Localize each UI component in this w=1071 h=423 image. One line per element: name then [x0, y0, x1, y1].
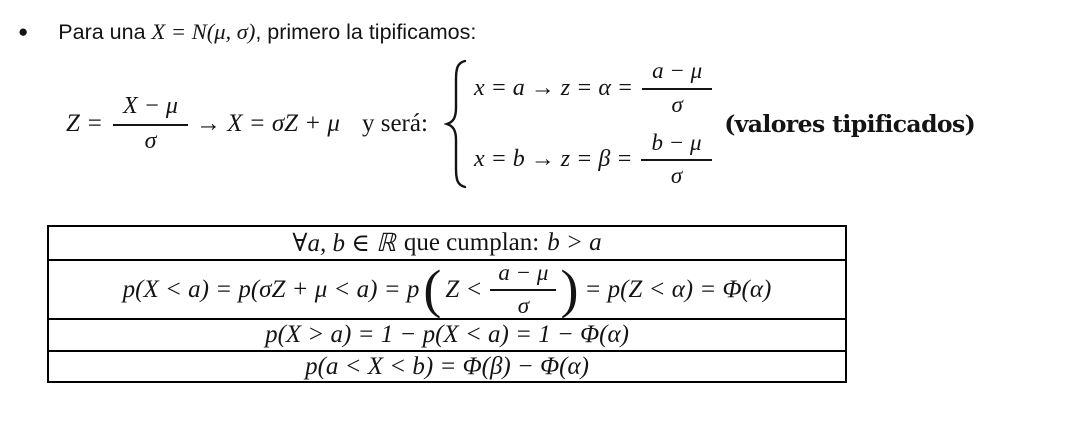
table-row-prob-between: [49, 350, 845, 381]
prob-less-segment-3: = p(Z < α) = Φ(α): [584, 275, 772, 303]
arrow-expression: → X = σZ + μ: [195, 110, 340, 137]
cases-group: [474, 58, 712, 190]
table-row-prob-less: [49, 259, 845, 318]
intro-line: [18, 17, 476, 47]
case-a-expression: x = a → z = α =: [473, 74, 634, 101]
case-b-denominator: σ: [670, 163, 683, 189]
bullet-marker: ●: [18, 22, 29, 41]
tipified-values-note: (valores tipificados): [724, 110, 976, 138]
case-b-fraction: [641, 130, 711, 190]
prob-greater-formula: p(X > a) = 1 − p(X < a) = 1 − Φ(α): [265, 321, 629, 348]
case-row-b: [474, 130, 712, 190]
case-a-denominator: σ: [671, 91, 683, 117]
condition-math-right: b > a: [547, 229, 602, 256]
case-a-numerator: a − μ: [642, 58, 712, 89]
big-right-paren: ): [560, 258, 579, 319]
condition-text: que cumplan:: [403, 229, 540, 256]
case-b-expression: x = b → z = β =: [473, 146, 633, 173]
table-row-condition: [49, 227, 845, 259]
main-fraction-numerator: X − μ: [113, 93, 188, 126]
prob-less-numerator: a − μ: [490, 260, 556, 290]
condition-math-left: ∀a, b ∈ ℝ: [292, 230, 396, 257]
main-fraction: [113, 93, 188, 155]
intro-pre: Para una: [58, 20, 152, 44]
case-b-numerator: b − μ: [641, 130, 711, 161]
probability-formula-table: [47, 225, 847, 383]
standardization-formula: [66, 56, 975, 192]
z-definition-lhs: Z =: [66, 110, 104, 137]
intro-text: [58, 17, 476, 47]
connector-text: y será:: [361, 110, 428, 137]
prob-between-formula: p(a < X < b) = Φ(β) − Φ(α): [305, 352, 589, 380]
case-a-fraction: [642, 58, 712, 118]
left-brace-icon: [444, 58, 470, 190]
case-row-a: [474, 58, 712, 118]
intro-post: , primero la tipificamos:: [255, 20, 477, 44]
intro-math-expression: X = N(μ, σ): [151, 19, 256, 44]
prob-less-segment-1: p(X < a) = p(σZ + μ < a) = p: [122, 275, 420, 303]
prob-less-fraction: [490, 260, 556, 319]
prob-less-denominator: σ: [517, 292, 530, 318]
big-left-paren: (: [423, 258, 442, 319]
prob-less-segment-2: Z <: [445, 275, 483, 303]
main-fraction-denominator: σ: [144, 127, 157, 154]
table-row-prob-greater: [49, 318, 845, 350]
